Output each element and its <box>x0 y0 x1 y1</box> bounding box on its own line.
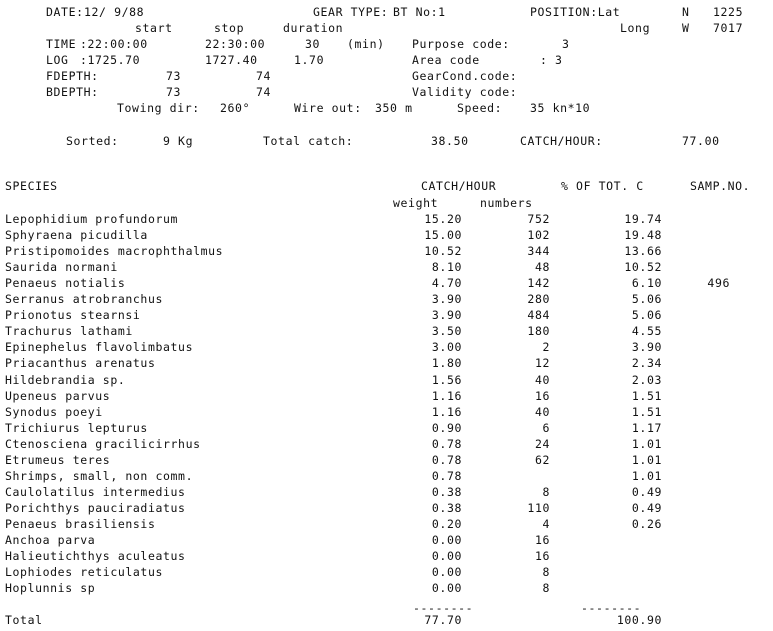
weight-cell: 3.90 <box>431 308 462 323</box>
species-name-cell: Shrimps, small, non comm. <box>5 468 194 483</box>
percent-cell: 19.48 <box>624 228 662 243</box>
time-start: :22:00:00 <box>80 37 148 51</box>
species-name-cell: Caulolatilus intermedius <box>5 484 186 499</box>
numbers-cell: 344 <box>527 244 550 259</box>
numbers-cell: 48 <box>534 260 550 275</box>
total-catch-value: 38.50 <box>431 134 469 148</box>
numbers-cell: 102 <box>527 228 550 243</box>
speed-value: 35 kn*10 <box>530 101 591 115</box>
table-row <box>0 469 773 485</box>
towing-direction-value: 260° <box>220 101 251 115</box>
weight-cell: 0.90 <box>431 420 462 435</box>
numbers-cell: 4 <box>542 516 550 531</box>
percent-cell: 5.06 <box>631 308 662 323</box>
table-row <box>0 517 773 533</box>
weight-cell: 0.78 <box>431 468 462 483</box>
time-label: TIME <box>46 37 77 51</box>
area-code-value: : 3 <box>540 53 563 67</box>
species-name-cell: Epinephelus flavolimbatus <box>5 340 194 355</box>
percent-cell: 6.10 <box>631 276 662 291</box>
species-name-cell: Saurida normani <box>5 260 118 275</box>
weight-cell: 0.38 <box>431 484 462 499</box>
time-duration: 30 <box>305 37 321 51</box>
numbers-cell: 2 <box>542 340 550 355</box>
percent-cell: 10.52 <box>624 260 662 275</box>
weight-cell: 0.00 <box>431 565 462 580</box>
log-stop: 1727.40 <box>205 53 258 67</box>
numbers-cell: 110 <box>527 500 550 515</box>
species-name-cell: Etrumeus teres <box>5 452 111 467</box>
percent-cell: 2.03 <box>631 372 662 387</box>
percent-cell: 1.17 <box>631 420 662 435</box>
weight-cell: 0.00 <box>431 549 462 564</box>
numbers-cell: 24 <box>534 436 550 451</box>
table-row <box>0 276 773 292</box>
latitude-value: 1225 <box>713 5 744 19</box>
catch-per-hour-label: CATCH/HOUR: <box>520 134 603 148</box>
log-label: LOG <box>46 53 69 67</box>
species-name-cell: Trachurus lathami <box>5 324 133 339</box>
percent-cell: 3.90 <box>631 340 662 355</box>
table-row <box>0 260 773 276</box>
numbers-cell: 280 <box>527 292 550 307</box>
numbers-cell: 8 <box>542 565 550 580</box>
validity-code-label: Validity code: <box>412 85 518 99</box>
species-name-cell: Prionotus stearnsi <box>5 308 141 323</box>
weight-header: weight <box>393 196 439 210</box>
log-start: :1725.70 <box>80 53 141 67</box>
speed-label: Speed: <box>457 101 503 115</box>
weight-cell: 4.70 <box>431 276 462 291</box>
table-row <box>0 389 773 405</box>
percent-cell: 0.26 <box>631 516 662 531</box>
percent-cell: 1.01 <box>631 436 662 451</box>
numbers-cell: 16 <box>534 388 550 403</box>
percent-of-total-header: % OF TOT. C <box>561 179 644 193</box>
numbers-cell: 180 <box>527 324 550 339</box>
table-row <box>0 437 773 453</box>
area-code-label: Area code <box>412 53 480 67</box>
table-row <box>0 356 773 372</box>
fdepth-stop: 74 <box>256 69 272 83</box>
percent-cell: 0.49 <box>631 484 662 499</box>
table-row <box>0 228 773 244</box>
species-name-cell: Lophiodes reticulatus <box>5 565 163 580</box>
percent-cell: 13.66 <box>624 244 662 259</box>
percent-total-rule: -------- <box>581 601 642 615</box>
weight-cell: 3.00 <box>431 340 462 355</box>
weight-cell: 1.56 <box>431 372 462 387</box>
table-row <box>0 244 773 260</box>
weight-cell: 1.16 <box>431 404 462 419</box>
purpose-code-value: 3 <box>562 37 570 51</box>
numbers-cell: 752 <box>527 212 550 226</box>
species-name-cell: Serranus atrobranchus <box>5 292 163 307</box>
numbers-cell: 6 <box>542 420 550 435</box>
purpose-code-label: Purpose code: <box>412 37 510 51</box>
table-row <box>0 421 773 437</box>
longitude-direction: W <box>682 21 690 35</box>
sample-number-header: SAMP.NO. <box>690 179 751 193</box>
numbers-cell: 40 <box>534 404 550 419</box>
weight-cell: 3.90 <box>431 292 462 307</box>
weight-cell: 15.00 <box>424 228 462 243</box>
percent-cell: 19.74 <box>624 212 662 226</box>
species-name-cell: Sphyraena picudilla <box>5 228 148 243</box>
table-row <box>0 485 773 501</box>
weight-cell: 8.10 <box>431 260 462 275</box>
catch-per-hour-value: 77.00 <box>682 134 720 148</box>
numbers-cell: 8 <box>542 484 550 499</box>
total-label: Total <box>5 613 43 627</box>
sample-number-cell: 496 <box>707 276 730 291</box>
numbers-cell: 12 <box>534 356 550 371</box>
column-duration-label: duration <box>283 21 344 35</box>
fdepth-label: FDEPTH: <box>46 69 99 83</box>
species-name-cell: Lepophidium profundorum <box>5 212 179 226</box>
table-row <box>0 549 773 565</box>
table-row <box>0 565 773 581</box>
weight-cell: 1.80 <box>431 356 462 371</box>
numbers-cell: 16 <box>534 533 550 547</box>
percent-cell: 0.49 <box>631 500 662 515</box>
species-name-cell: Priacanthus arenatus <box>5 356 156 371</box>
species-name-cell: Hildebrandia sp. <box>5 372 126 387</box>
percent-cell: 2.34 <box>631 356 662 371</box>
species-name-cell: Upeneus parvus <box>5 388 111 403</box>
weight-cell: 0.78 <box>431 436 462 451</box>
gear-condition-label: GearCond.code: <box>412 69 518 83</box>
table-row <box>0 373 773 389</box>
species-name-cell: Penaeus notialis <box>5 276 126 291</box>
weight-cell: 3.50 <box>431 324 462 339</box>
wire-out-label: Wire out: <box>294 101 362 115</box>
bdepth-stop: 74 <box>256 85 272 99</box>
species-header: SPECIES <box>5 179 58 193</box>
catch-per-hour-header: CATCH/HOUR <box>421 179 497 193</box>
percent-cell: 1.01 <box>631 468 662 483</box>
species-name-cell: Trichiurus lepturus <box>5 420 148 435</box>
total-catch-label: Total catch: <box>263 134 354 148</box>
species-name-cell: Penaeus brasiliensis <box>5 516 156 531</box>
latitude-direction: N <box>682 5 690 19</box>
towing-direction-label: Towing dir: <box>117 101 200 115</box>
sorted-label: Sorted: <box>66 134 119 148</box>
weight-cell: 1.16 <box>431 388 462 403</box>
species-name-cell: Synodus poeyi <box>5 404 103 419</box>
table-row <box>0 292 773 308</box>
weight-cell: 10.52 <box>424 244 462 259</box>
gear-type-value: BT No:1 <box>393 5 446 19</box>
percent-cell: 5.06 <box>631 292 662 307</box>
species-name-cell: Porichthys pauciradiatus <box>5 500 186 515</box>
weight-cell: 0.38 <box>431 500 462 515</box>
table-row <box>0 340 773 356</box>
fdepth-start: 73 <box>166 69 182 83</box>
species-name-cell: Halieutichthys aculeatus <box>5 549 186 564</box>
wire-out-value: 350 m <box>375 101 413 115</box>
table-row <box>0 533 773 549</box>
numbers-cell: 62 <box>534 452 550 467</box>
percent-cell: 4.55 <box>631 324 662 339</box>
numbers-cell: 142 <box>527 276 550 291</box>
weight-cell: 0.78 <box>431 452 462 467</box>
species-name-cell: Hoplunnis sp <box>5 581 96 596</box>
table-row <box>0 308 773 324</box>
total-percent-value: 100.90 <box>616 613 662 627</box>
date-label: DATE: <box>46 5 84 19</box>
column-start-label: start <box>135 21 173 35</box>
sorted-value: 9 Kg <box>163 134 194 148</box>
numbers-cell: 40 <box>534 372 550 387</box>
weight-cell: 0.00 <box>431 533 462 547</box>
weight-cell: 0.20 <box>431 516 462 531</box>
percent-cell: 1.01 <box>631 452 662 467</box>
percent-cell: 1.51 <box>631 404 662 419</box>
numbers-cell: 8 <box>542 581 550 596</box>
longitude-label: Long <box>620 21 651 35</box>
weight-cell: 0.00 <box>431 581 462 596</box>
table-row <box>0 324 773 340</box>
table-row <box>0 501 773 517</box>
weight-total-rule: -------- <box>413 601 474 615</box>
weight-cell: 15.20 <box>424 212 462 226</box>
table-row <box>0 581 773 597</box>
species-name-cell: Ctenosciena gracilicirrhus <box>5 436 201 451</box>
species-name-cell: Pristipomoides macrophthalmus <box>5 244 224 259</box>
gear-type-label: GEAR TYPE: <box>313 5 389 19</box>
numbers-cell: 16 <box>534 549 550 564</box>
numbers-cell: 484 <box>527 308 550 323</box>
table-row <box>0 212 773 228</box>
table-row <box>0 453 773 469</box>
time-unit: (min) <box>347 37 385 51</box>
bdepth-start: 73 <box>166 85 182 99</box>
percent-cell: 1.51 <box>631 388 662 403</box>
log-duration: 1.70 <box>294 53 325 67</box>
column-stop-label: stop <box>214 21 245 35</box>
date-value: 12/ 9/88 <box>84 5 145 19</box>
numbers-header: numbers <box>480 196 533 210</box>
total-weight-value: 77.70 <box>424 613 462 627</box>
species-name-cell: Anchoa parva <box>5 533 96 547</box>
position-label: POSITION:Lat <box>530 5 621 19</box>
table-row <box>0 405 773 421</box>
longitude-value: 7017 <box>713 21 744 35</box>
bdepth-label: BDEPTH: <box>46 85 99 99</box>
time-stop: 22:30:00 <box>205 37 266 51</box>
